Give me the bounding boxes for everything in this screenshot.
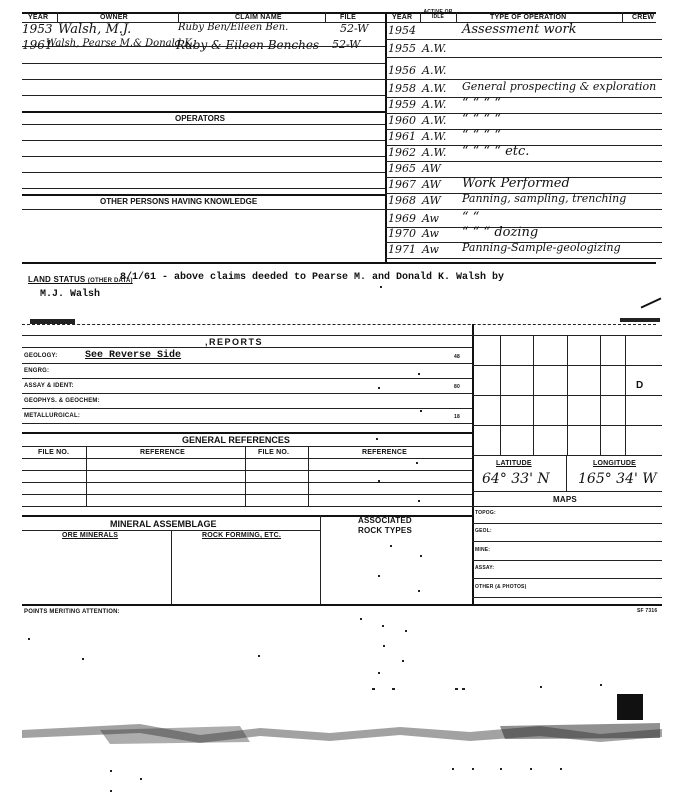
col-crew: CREW xyxy=(632,14,655,21)
ops-type: “ “ “ dozing xyxy=(462,225,539,240)
associated-label: ASSOCIATED xyxy=(358,516,412,525)
ops-type: “ “ “ “ xyxy=(462,112,501,127)
longitude-label: LONGITUDE xyxy=(593,460,637,467)
ops-status: A.W. xyxy=(422,146,447,159)
ops-type: “ “ xyxy=(462,210,480,225)
ops-status: AW xyxy=(422,178,441,191)
ref-col-file-1: FILE NO. xyxy=(38,449,70,456)
ops-status: A.W. xyxy=(422,114,447,127)
rock-types-label: ROCK TYPES xyxy=(358,526,413,535)
ops-year: 1954 xyxy=(388,24,416,37)
report-value: See Reverse Side xyxy=(85,350,182,361)
owner-claim-name: Ruby & Eileen Benches xyxy=(176,38,320,52)
ops-year: 1969 xyxy=(388,212,416,225)
other-persons-label: OTHER PERSONS HAVING KNOWLEDGE xyxy=(100,197,258,206)
maps-row-label: OTHER (& PHOTOS) xyxy=(475,584,527,590)
reports-title-text: REPORTS xyxy=(209,337,264,347)
ops-type: Work Performed xyxy=(462,176,570,191)
ops-status: A.W. xyxy=(422,64,447,77)
col-year: YEAR xyxy=(28,14,49,21)
maps-row-label: MINE: xyxy=(475,547,491,553)
reports-title: ,REPORTS xyxy=(205,337,264,347)
maps-row-label: ASSAY: xyxy=(475,565,495,571)
maps-title: MAPS xyxy=(553,495,577,504)
owner-claim-name: Ruby Ben/Eileen Ben. xyxy=(178,22,289,33)
ops-type: “ “ “ “ xyxy=(462,128,501,143)
ore-minerals-label: ORE MINERALS xyxy=(62,532,119,539)
owner-name: Walsh, Pearse M.& Donald K. xyxy=(46,38,196,49)
maps-row-label: TOPOG: xyxy=(475,510,496,516)
maps-row-label: GEOL: xyxy=(475,528,492,534)
grid-letter: D xyxy=(636,380,644,391)
ops-type: General prospecting & exploration xyxy=(462,80,657,93)
report-num: 18 xyxy=(454,414,460,420)
general-references-title: GENERAL REFERENCES xyxy=(182,435,290,445)
ops-status: A.W. xyxy=(422,98,447,111)
owner-name: Walsh, M.J. xyxy=(58,22,132,37)
ops-status: Aw xyxy=(422,227,439,240)
latitude-value: 64° 33' N xyxy=(482,471,550,487)
ops-type: “ “ “ “ etc. xyxy=(462,144,530,159)
report-num: 80 xyxy=(454,384,460,390)
form-number: SF 7316 xyxy=(637,608,658,614)
ops-type: Panning-Sample-geologizing xyxy=(462,241,621,254)
report-label: ASSAY & IDENT: xyxy=(24,383,74,389)
ops-status: Aw xyxy=(422,243,439,256)
ops-status: AW xyxy=(422,162,441,175)
ops-type: “ “ “ “ xyxy=(462,96,501,111)
ops-status: A.W. xyxy=(422,130,447,143)
land-status-sub: (OTHER DATA) xyxy=(87,278,133,284)
ops-year: 1960 xyxy=(388,114,416,127)
ops-year: 1956 xyxy=(388,64,416,77)
owner-year: 1961 xyxy=(22,38,53,52)
ops-year: 1968 xyxy=(388,194,416,207)
latitude-label: LATITUDE xyxy=(496,460,532,467)
ref-col-ref-1: REFERENCE xyxy=(140,449,185,456)
col-type-operation: TYPE OF OPERATION xyxy=(490,14,567,21)
ref-col-file-2: FILE NO. xyxy=(258,449,290,456)
ops-year: 1958 xyxy=(388,82,416,95)
ops-year: 1970 xyxy=(388,227,416,240)
col-year2: YEAR xyxy=(392,14,413,21)
ops-type: Assessment work xyxy=(462,22,577,37)
col-owner: OWNER xyxy=(100,14,128,21)
ref-col-ref-2: REFERENCE xyxy=(362,449,407,456)
points-meriting-label: POINTS MERITING ATTENTION: xyxy=(24,609,120,615)
ops-year: 1967 xyxy=(388,178,416,191)
land-status-text-2: M.J. Walsh xyxy=(40,289,101,300)
col-file: FILE xyxy=(340,14,356,21)
mineral-assemblage-title: MINERAL ASSEMBLAGE xyxy=(110,519,217,529)
report-label: METALLURGICAL: xyxy=(24,413,81,419)
report-label: ENGRG: xyxy=(24,368,50,374)
ops-year: 1962 xyxy=(388,146,416,159)
owner-file: 52-W xyxy=(340,22,369,35)
ops-year: 1965 xyxy=(388,162,416,175)
ops-year: 1959 xyxy=(388,98,416,111)
col-active-idle: ACTIVE OR IDLE xyxy=(423,9,453,20)
ops-status: Aw xyxy=(422,212,439,225)
ops-year: 1955 xyxy=(388,42,416,55)
operators-label: OPERATORS xyxy=(175,114,225,123)
longitude-value: 165° 34' W xyxy=(578,471,657,487)
report-label: GEOPHYS. & GEOCHEM: xyxy=(24,398,100,404)
report-num: 48 xyxy=(454,354,460,360)
ops-status: A.W. xyxy=(422,42,447,55)
col-claim-name: CLAIM NAME xyxy=(235,14,282,21)
ops-year: 1971 xyxy=(388,243,416,256)
rock-forming-label: ROCK FORMING, ETC. xyxy=(202,532,282,539)
land-status-text-1: 8/1/61 - above claims deeded to Pearse M. and Donald K. Walsh by xyxy=(120,272,505,283)
ops-type: Panning, sampling, trenching xyxy=(462,192,627,205)
ops-year: 1961 xyxy=(388,130,416,143)
land-status-title: LAND STATUS xyxy=(28,275,86,284)
owner-file: 52-W xyxy=(332,38,361,51)
report-label: GEOLOGY: xyxy=(24,353,58,359)
owner-year: 1953 xyxy=(22,22,53,36)
ops-status: A.W. xyxy=(422,82,447,95)
ops-status: AW xyxy=(422,194,441,207)
